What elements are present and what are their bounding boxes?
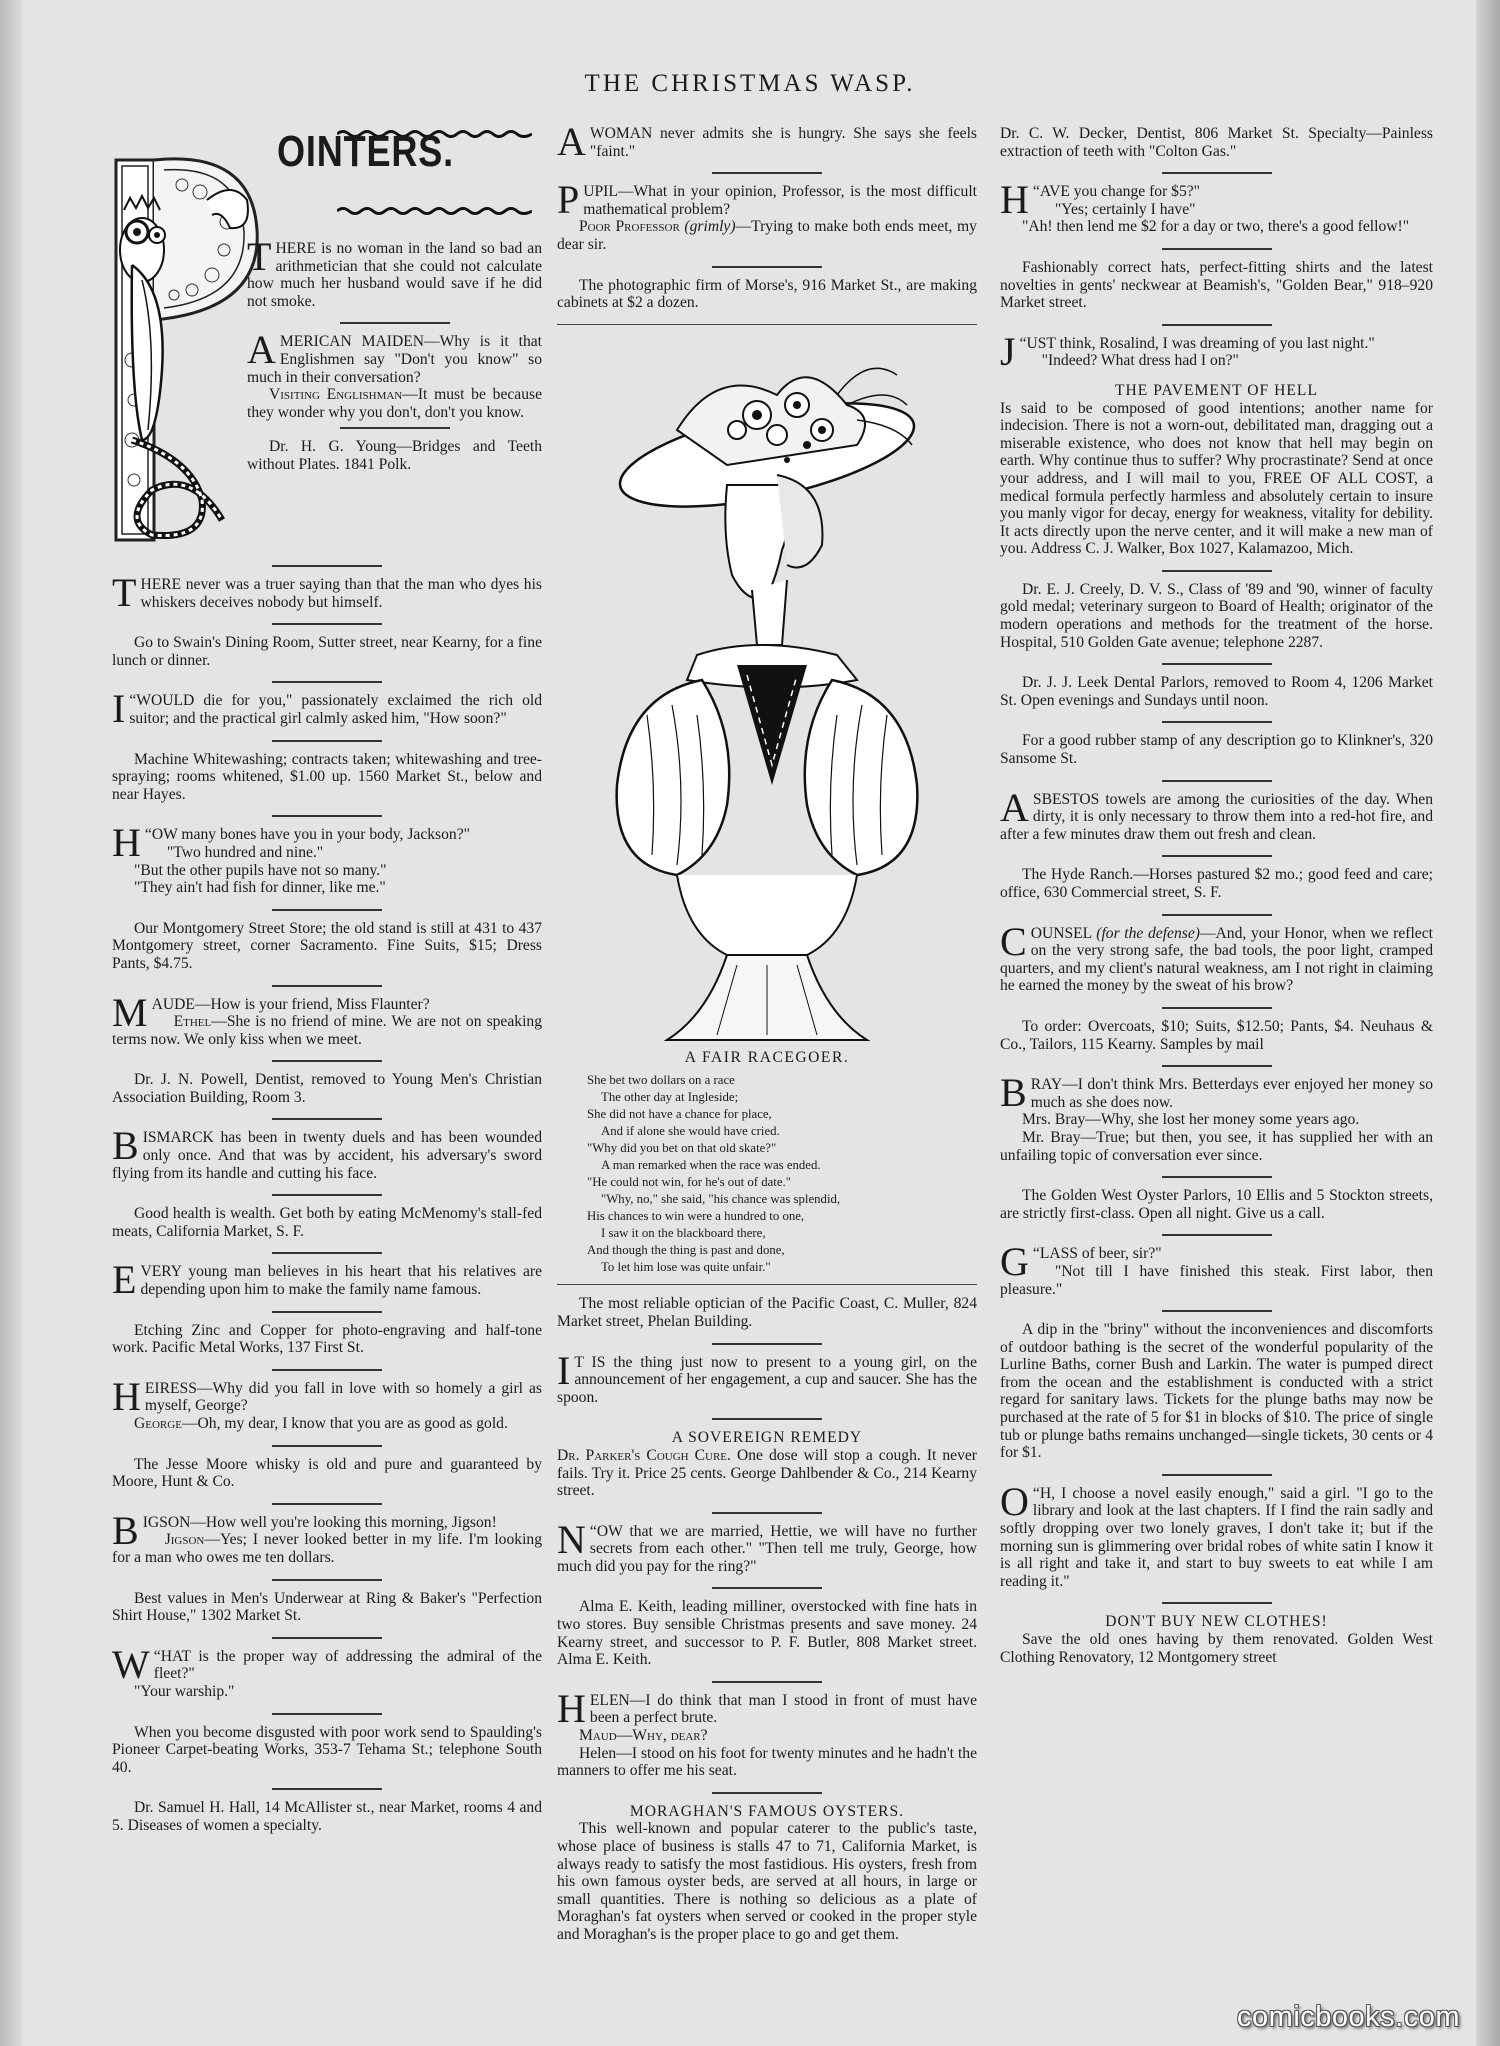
divider bbox=[1162, 780, 1272, 782]
ad-montgomery-store: Our Montgomery Street Store; the old stand is still at 431 to 437 Montgomery street, corner Sacramento. Fine Suits, $15; Dress Pants, $4.75. bbox=[112, 919, 542, 972]
divider bbox=[272, 815, 382, 817]
divider bbox=[272, 1788, 382, 1790]
divider bbox=[712, 1587, 822, 1589]
poem bbox=[587, 1072, 977, 1276]
item-cup-saucer: I T IS the thing just now to present to a young girl, on the announcement of her engagement, a cup and saucer. She has the spoon. bbox=[557, 1347, 977, 1406]
ad-lurline-baths: A dip in the "briny" without the inconveniences and discomforts of outdoor bathing is the secret of the wonderful popularity of the Lurline Baths, corner Bush and Larkin. The water is pumped direct from the ocean and the establishment is conducted with a strict regard for sanitary laws. Tickets for the plunge baths may now be purchased at the rate of 5 for $1 in blocks of $10. The price of single tub or plunge baths remains unchanged—single tickets, 30 cents or 4 for $1. bbox=[1000, 1321, 1433, 1462]
item-bigson: BIGSON—How well you're looking this morning, Jigson! Jigson—Yes; I never looked better in my life. I'm looking for a man who owes me ten dollars. bbox=[112, 1507, 542, 1566]
item-heiress: HEIRESS—Why did you fall in love with so homely a girl as myself, George? George—Oh, my dear, I know that you are as good as gold. bbox=[112, 1373, 542, 1432]
pointers-header bbox=[112, 125, 542, 557]
poem-line: She did not have a chance for place, bbox=[587, 1107, 772, 1122]
ad-alma-keith: Alma E. Keith, leading milliner, overstocked with fine hats in two stores. Buy sensible Christmas presents and save money. 24 Kearny street, and successor to P. F. Butler, 808 Market street. Alma E. Keith. bbox=[557, 1598, 977, 1669]
divider bbox=[272, 1503, 382, 1505]
divider bbox=[272, 909, 382, 911]
divider bbox=[1162, 914, 1272, 916]
item-married: “ N OW that we are married, Hettie, we will have no further secrets from each other." "Then tell me truly, George, how much did you pay for the ring?" bbox=[557, 1516, 977, 1575]
divider bbox=[1162, 663, 1272, 665]
ad-beamish: Fashionably correct hats, perfect-fitting shirts and the latest novelties in gents' neckwear at Beamish's, "Golden Bear," 918–920 Market street. bbox=[1000, 258, 1433, 312]
poem-line: And if alone she would have cried. bbox=[601, 1124, 780, 1139]
item-bray: BRAY—I don't think Mrs. Betterdays ever enjoyed her money so much as she does now. Mrs. Bray—Why, she lost her money some years ago. Mr. Bray—True; but then, you see, it has supplied her with an unfailing topic of conversation ever since. bbox=[1000, 1070, 1433, 1164]
divider bbox=[272, 985, 382, 987]
item-every-young-man: EVERY young man believes in his heart that his relatives are depending upon him to make the family name famous. bbox=[112, 1257, 542, 1303]
divider bbox=[272, 1118, 382, 1120]
item-smoking: THERE is no woman in the land so bad an arithmetician that she could not calculate how much her husband would save if he did not smoke. bbox=[247, 234, 542, 310]
divider-long bbox=[557, 324, 977, 325]
divider bbox=[1162, 1007, 1272, 1009]
divider bbox=[712, 1418, 822, 1420]
illustration-caption: A FAIR RACEGOER. bbox=[684, 1048, 850, 1066]
site-watermark: comicbooks.com bbox=[1237, 2001, 1460, 2033]
item-helen: HELEN—I do think that man I stood in front of must have been a perfect brute. Maud—Why, dear? Helen—I stood on his foot for twenty minutes and he hadn't the manners to offer me his seat. bbox=[557, 1685, 977, 1780]
poem-line: "Why, no," she said, "his chance was splendid, bbox=[601, 1192, 841, 1207]
item-novel: “ O H, I choose a novel easily enough," said a girl. "I go to the library and look at the last chapters. If I find the rain sadly and softly dropping over two lonely graves, I don't take it; but if the morning sun is glimmering over bridal robes of white satin I know it is all right and take it, and start to buy sweets to eat while I am reading it." bbox=[1000, 1478, 1433, 1590]
item-bismarck: BISMARCK has been in twenty duels and has been wounded only once. And that was by accident, his adversary's sword flying from its handle and cutting his face. bbox=[112, 1123, 542, 1182]
divider bbox=[272, 1311, 382, 1313]
poem-line: To let him lose was quite unfair." bbox=[601, 1260, 771, 1275]
poem-line: She bet two dollars on a race bbox=[587, 1073, 735, 1088]
ad-neuhaus: To order: Overcoats, $10; Suits, $12.50; Pants, $4. Neuhaus & Co., Tailors, 115 Kearny. Samples by mail bbox=[1000, 1017, 1433, 1053]
ad-leek: Dr. J. J. Leek Dental Parlors, removed to Room 4, 1206 Market St. Open evenings and Sundays until noon. bbox=[1000, 674, 1433, 709]
divider-long bbox=[557, 1284, 977, 1285]
item-admiral: “ W HAT is the proper way of addressing the admiral of the fleet?" "Your warship." bbox=[112, 1641, 542, 1700]
ad-morse: The photographic firm of Morse's, 916 Market St., are making cabinets at $2 a dozen. bbox=[557, 276, 977, 312]
divider bbox=[1162, 721, 1272, 723]
column-middle bbox=[557, 119, 977, 1956]
divider bbox=[712, 1343, 822, 1345]
fair-racegoer-illustration bbox=[607, 335, 927, 1045]
divider bbox=[712, 1681, 822, 1683]
ad-whitewashing: Machine Whitewashing; contracts taken; whitewashing and tree-spraying; rooms whitened, $1.00 up. 1560 Market St., below and near Hayes. bbox=[112, 750, 542, 803]
divider bbox=[340, 427, 450, 429]
ad-hall: Dr. Samuel H. Hall, 14 McAllister st., near Market, rooms 4 and 5. Diseases of women a specialty. bbox=[112, 1799, 542, 1834]
divider bbox=[272, 1713, 382, 1715]
divider bbox=[1162, 1310, 1272, 1312]
item-american-maiden: AMERICAN MAIDEN—Why is it that Englishmen say "Don't you know" so much in their conversation? bbox=[247, 327, 542, 386]
ad-golden-west-oyster: The Golden West Oyster Parlors, 10 Ellis and 5 Stockton streets, are strictly first-class. Open all night. Give us a call. bbox=[1000, 1187, 1433, 1222]
page-title: THE CHRISTMAS WASP. bbox=[584, 70, 916, 97]
item-maude: MAUDE—How is your friend, Miss Flaunter? Ethel—She is no friend of mine. We are not on speaking terms now. We only kiss when we meet. bbox=[112, 989, 542, 1048]
poem-line: And though the thing is past and done, bbox=[587, 1243, 785, 1258]
poem-line: A man remarked when the race was ended. bbox=[601, 1158, 821, 1173]
divider bbox=[1162, 855, 1272, 857]
divider bbox=[1162, 1065, 1272, 1067]
divider bbox=[1162, 248, 1272, 250]
divider bbox=[272, 1637, 382, 1639]
ad-ring-baker: Best values in Men's Underwear at Ring & Baker's "Perfection Shirt House," 1302 Market St. bbox=[112, 1589, 542, 1625]
ad-swain: Go to Swain's Dining Room, Sutter street, near Kearny, for a fine lunch or dinner. bbox=[112, 634, 542, 669]
ad-spaulding: When you become disgusted with poor work send to Spaulding's Pioneer Carpet-beating Works, 353-7 Tehama St.; telephone South 40. bbox=[112, 1723, 542, 1776]
ad-mcmenomy: Good health is wealth. Get both by eating McMenomy's stall-fed meats, California Market, S. F. bbox=[112, 1205, 542, 1240]
item-glass-of-beer: “ G LASS of beer, sir?" "Not till I have finished this steak. First labor, then pleasure." bbox=[1000, 1239, 1433, 1298]
ad-jesse-moore: The Jesse Moore whisky is old and pure and guaranteed by Moore, Hunt & Co. bbox=[112, 1455, 542, 1491]
divider bbox=[272, 1060, 382, 1062]
divider bbox=[272, 740, 382, 742]
divider bbox=[1162, 1474, 1272, 1476]
item-change: “ H AVE you change for $5?" "Yes; certainly I have" "Ah! then lend me $2 for a day or two, there's a good fellow!" bbox=[1000, 177, 1410, 236]
remedy-heading: A SOVEREIGN REMEDY bbox=[671, 1429, 863, 1447]
page-edge-shadow bbox=[1476, 0, 1500, 2046]
item-asbestos: ASBESTOS towels are among the curiosities of the day. When dirty, it is only necessary to throw them into a red-hot fire, and after a few minutes draw them out fresh and clean. bbox=[1000, 784, 1433, 843]
hell-heading: THE PAVEMENT OF HELL bbox=[1115, 381, 1318, 399]
ornament-rule-bottom bbox=[337, 206, 532, 216]
poem-line: "Why did you bet on that old skate?" bbox=[587, 1141, 777, 1156]
divider bbox=[1162, 324, 1272, 326]
item-woman-hungry: AWOMAN never admits she is hungry. She says she feels "faint." bbox=[557, 119, 977, 164]
ad-clothing-renovatory: Save the old ones having by them renovated. Golden West Clothing Renovatory, 12 Montgomery street bbox=[1000, 1631, 1433, 1666]
divider bbox=[1162, 570, 1272, 572]
ad-klinkner: For a good rubber stamp of any description go to Klinkner's, 320 Sansome St. bbox=[1000, 732, 1433, 768]
ad-hyde-ranch: The Hyde Ranch.—Horses pastured $2 mo.; good feed and care; office, 630 Commercial street, S. F. bbox=[1000, 866, 1433, 901]
ad-young: Dr. H. G. Young—Bridges and Teeth without Plates. 1841 Polk. bbox=[247, 438, 542, 473]
divider bbox=[272, 681, 382, 683]
clothes-heading: DON'T BUY NEW CLOTHES! bbox=[1105, 1613, 1328, 1631]
divider bbox=[272, 565, 382, 567]
decorative-initial-p-toucan bbox=[112, 140, 262, 550]
ad-decker: Dr. C. W. Decker, Dentist, 806 Market St. Specialty—Painless extraction of teeth with "Colton Gas." bbox=[1000, 125, 1433, 160]
divider bbox=[272, 1252, 382, 1254]
poem-line: "He could not win, for he's out of date." bbox=[587, 1175, 791, 1190]
poem-line: I saw it on the blackboard there, bbox=[601, 1226, 766, 1241]
item-counsel: COUNSEL (for the defense)—And, your Honor, when we reflect on the very strong safe, the bad tools, the poor light, cramped quarters, and my client's natural weakness, am I not right in claiming he earned the money by the sweat of his brow? bbox=[1000, 918, 1433, 995]
ad-pacific-metal: Etching Zinc and Copper for photo-engraving and half-tone work. Pacific Metal Works, 137 First St. bbox=[112, 1321, 542, 1357]
divider bbox=[1162, 1602, 1272, 1604]
divider bbox=[712, 1792, 822, 1794]
item-rosalind: “ J UST think, Rosalind, I was dreaming of you last night." "Indeed? What dress had I on?" bbox=[1000, 328, 1375, 374]
divider bbox=[712, 266, 822, 268]
item-truer-saying: THERE never was a truer saying than that the man who dyes his whiskers deceives nobody but himself. bbox=[112, 570, 542, 615]
poem-line: The other day at Ingleside; bbox=[601, 1090, 739, 1105]
divider bbox=[1162, 1234, 1272, 1236]
ad-creely: Dr. E. J. Creely, D. V. S., Class of '89 and '90, winner of faculty gold medal; veterinary surgeon to Board of Health; originator of the modern operations and methods for the treatment of the horse. Hospital, 510 Golden Gate avenue; telephone 2287. bbox=[1000, 580, 1433, 651]
poem-line: His chances to win were a hundred to one, bbox=[587, 1209, 805, 1224]
binding-shadow bbox=[0, 0, 22, 2046]
divider bbox=[340, 322, 450, 324]
divider bbox=[1162, 1176, 1272, 1178]
divider bbox=[712, 1512, 822, 1514]
ad-walker: Is said to be composed of good intentions; another name for indecision. There is not a worn-out, debilitated man, dragging out a miserable existence, who does not know that hell may begin on earth. Why continue thus to suffer? Why procrastinate? Send at once your address, and I will mail to you, FREE OF ALL COST, a medical formula perfectly harmless and absolutely certain to insure you manly vigor for decay, energy for weakness, vitality for debility. It acts directly upon the nerve center, and it will make a new man of you. Address C. J. Walker, Box 1027, Kalamazoo, Mich. bbox=[1000, 399, 1433, 558]
divider bbox=[272, 1579, 382, 1581]
divider bbox=[272, 1445, 382, 1447]
item-maiden-answer: Visiting Englishman—It must be because they wonder why you don't, don't you know. bbox=[247, 386, 542, 421]
divider bbox=[272, 1194, 382, 1196]
item-bones: “ H OW many bones have you in your body, Jackson?" "Two hundred and nine." "But the other pupils have not so many." "They ain't had fish for dinner, like me." bbox=[112, 820, 470, 897]
item-pupil: PUPIL—What in your opinion, Professor, is the most difficult mathematical problem? Poor Professor (grimly)—Trying to make both ends meet, my dear sir. bbox=[557, 177, 977, 253]
pointers-intro-block bbox=[247, 234, 542, 474]
ad-moraghan: This well-known and popular caterer to the public's taste, whose place of business is stalls 47 to 71, California Market, is always ready to satisfy the most fastidious. His oysters, fresh from his own famous oyster beds, are served at all hours, in large or small quantities. There is nothing so delicious as a plate of Moraghan's fat oysters when served or cooked in the proper style and Moraghan's is the proper place to go and get them. bbox=[557, 1820, 977, 1943]
column-right bbox=[1000, 125, 1433, 1678]
divider bbox=[1162, 172, 1272, 174]
divider bbox=[272, 623, 382, 625]
item-die-for-you: “ I WOULD die for you," passionately exclaimed the rich old suitor; and the practical girl calmly asked him, "How soon?" bbox=[112, 686, 542, 732]
ad-optician: The most reliable optician of the Pacific Coast, C. Muller, 824 Market street, Phelan Building. bbox=[557, 1295, 977, 1330]
divider bbox=[272, 1369, 382, 1371]
divider bbox=[712, 172, 822, 174]
oyster-heading: MORAGHAN'S FAMOUS OYSTERS. bbox=[629, 1802, 905, 1820]
column-left bbox=[112, 125, 542, 1847]
pointers-heading: OINTERS. bbox=[277, 127, 454, 176]
ad-cough-cure: Dr. Parker's Cough Cure. One dose will stop a cough. It never fails. Try it. Price 25 cents. George Dahlbender & Co., 214 Kearny street. bbox=[557, 1446, 977, 1500]
ad-powell: Dr. J. N. Powell, Dentist, removed to Young Men's Christian Association Building, Room 3. bbox=[112, 1071, 542, 1106]
